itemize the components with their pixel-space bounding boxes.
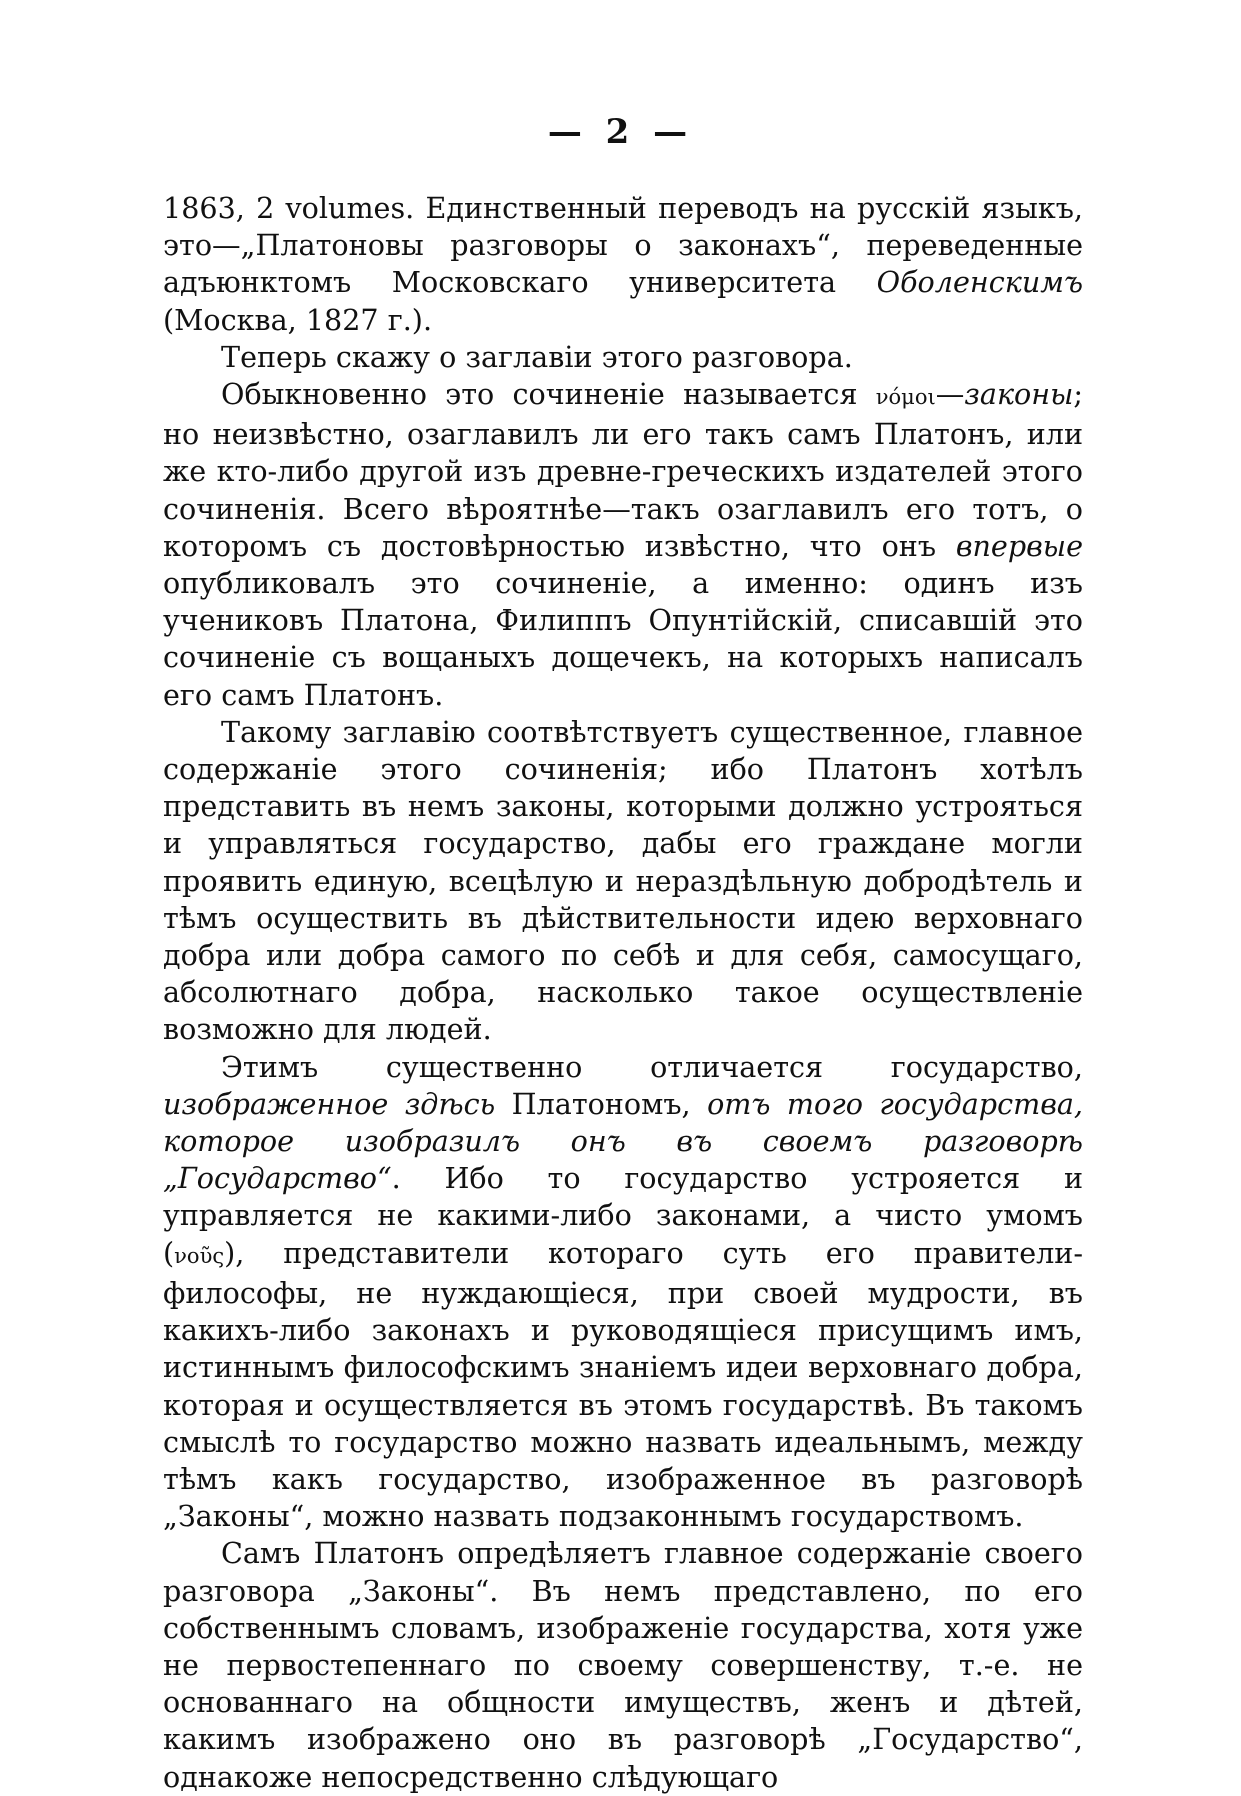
italic-text: отъ того государства, которое изобразилъ онъ въ своемъ разговорѣ „Государство“ <box>163 1086 1083 1196</box>
paragraph <box>163 1535 1083 1795</box>
italic-text: впервые <box>955 528 1083 563</box>
paragraph <box>163 376 1083 714</box>
text-run: Такому заглавію соотвѣтствуетъ существенное, главное содержаніе этого сочиненія; ибо Платонъ хотѣлъ представить въ немъ законы, которыми должно устрояться и управляться государство, дабы его граждане могли проявить единую, всецѣлую и нераздѣльную добродѣтель и тѣмъ осуществить въ дѣйствительности идею верховнаго добра или добра самого по себѣ и для себя, самосущаго, абсолютнаго добра, насколько такое осуществленіе возможно для людей. <box>163 714 1083 1047</box>
text-run: . Ибо то государство устрояется и управляется не какими-либо законами, а чисто умомъ ( <box>163 1161 1083 1270</box>
paragraph <box>163 1049 1083 1536</box>
body-text <box>163 190 1083 1796</box>
italic-text: законы <box>964 377 1074 412</box>
text-run: ), представители котораго суть его правители-философы, не нуждающіеся, при своей мудрости, въ какихъ-либо законахъ и руководящіеся присущимъ имъ, истиннымъ философскимъ знаніемъ идеи верховнаго добра, которая и осуществляется въ этомъ государствѣ. Въ такомъ смыслѣ то государство можно назвать идеальнымъ, между тѣмъ какъ государство, изображенное въ разговорѣ „Законы“, можно назвать подзаконнымъ государствомъ. <box>163 1235 1083 1534</box>
text-run: Обыкновенно это сочиненіе называется <box>221 377 876 412</box>
paragraph <box>163 714 1083 1049</box>
italic-text: Оболенскимъ <box>876 265 1083 300</box>
text-run: — <box>935 377 965 412</box>
text-run: Самъ Платонъ опредѣляетъ главное содержаніе своего разговора „Законы“. Въ немъ представлено, по его собственнымъ словамъ, изображеніе государства, хотя уже не первостепеннаго по своему совершенству, т.-е. не основаннаго на общности имуществъ, женъ и дѣтей, какимъ изображено оно въ разговорѣ „Государство“, однакоже непосредственно слѣдующаго <box>163 1536 1083 1794</box>
page-number: — 2 — <box>547 112 694 152</box>
paragraph <box>163 339 1083 376</box>
text-run: опубликовалъ это сочиненіе, а именно: одинъ изъ учениковъ Платона, Филиппъ Опунтійскій, списавшій это сочиненіе съ вощаныхъ дощечекъ, на которыхъ написалъ его самъ Платонъ. <box>163 566 1083 712</box>
text-run: Платономъ, <box>495 1086 708 1121</box>
text-run: (Москва, 1827 г.). <box>163 302 433 337</box>
text-run: 1863, 2 volumes. Единственный переводъ на русскій языкъ, это—„Платоновы разговоры о законахъ“, переведенные адъюнктомъ Московскаго университета <box>163 191 1083 300</box>
paragraph <box>163 190 1083 339</box>
italic-text: изображенное здѣсь <box>163 1086 496 1121</box>
text-run: Теперь скажу о заглавіи этого разговора. <box>221 339 853 374</box>
greek-word: νόμοι <box>875 385 936 410</box>
text-run: ; но неизвѣстно, озаглавилъ ли его такъ самъ Платонъ, или же кто-либо другой изъ древне-греческихъ издателей этого сочиненія. Всего вѣроятнѣе—такъ озаглавилъ его тотъ, о которомъ съ достовѣрностью извѣстно, что онъ <box>163 377 1083 563</box>
text-run: Этимъ существенно отличается государство, <box>221 1049 1083 1084</box>
greek-word: νοῦς <box>174 1243 225 1268</box>
